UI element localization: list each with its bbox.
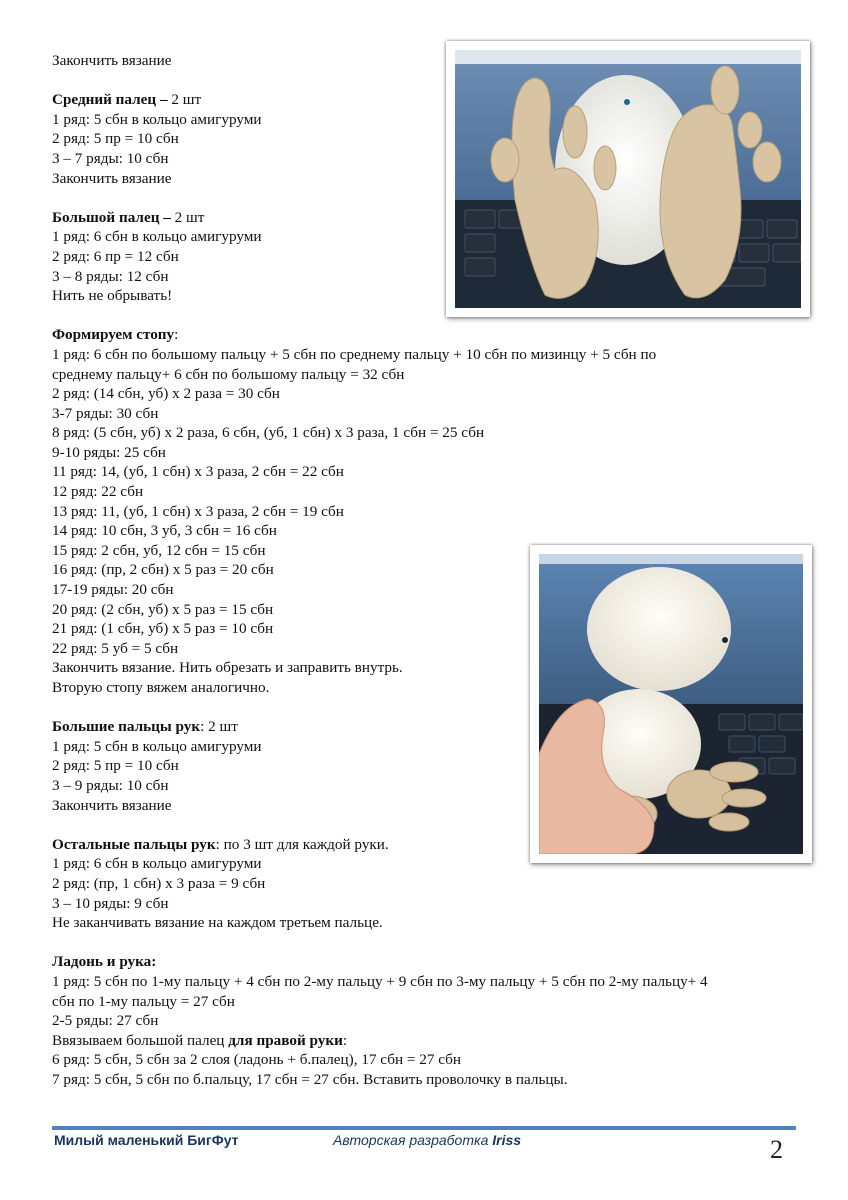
text-line: 2 ряд: 5 пр = 10 сбн bbox=[52, 757, 179, 775]
text-line: 17-19 ряды: 20 сбн bbox=[52, 581, 174, 599]
text-line: 6 ряд: 5 сбн, 5 сбн за 2 слоя (ладонь + б.палец), 17 сбн = 27 сбн bbox=[52, 1051, 462, 1069]
text-line: сбн по 1-му пальцу = 27 сбн bbox=[52, 992, 235, 1010]
photo-bigfoot-toy bbox=[530, 545, 812, 863]
text-line: 22 ряд: 5 уб = 5 сбн bbox=[52, 639, 179, 657]
text-line: 16 ряд: (пр, 2 сбн) х 5 раз = 20 сбн bbox=[52, 561, 274, 579]
section-heading-foot: Формируем стопу: bbox=[52, 326, 179, 344]
section-heading-big-toe: Большой палец – 2 шт bbox=[52, 208, 205, 226]
text-line: 7 ряд: 5 сбн, 5 сбн по б.пальцу, 17 сбн = 27 сбн. Вставить проволочку в пальцы. bbox=[52, 1070, 568, 1088]
text-line: 8 ряд: (5 сбн, уб) х 2 раза, 6 сбн, (уб, 1 сбн) х 3 раза, 1 сбн = 25 сбн bbox=[52, 424, 485, 442]
footer-rule bbox=[52, 1126, 796, 1130]
text-line: Закончить вязание bbox=[52, 169, 172, 187]
section-heading-fingers: Остальные пальцы рук: по 3 шт для каждой руки. bbox=[52, 835, 389, 853]
text-line: 20 ряд: (2 сбн, уб) х 5 раз = 15 сбн bbox=[52, 600, 274, 618]
text-line: 2 ряд: 6 пр = 12 сбн bbox=[52, 247, 179, 265]
text-line: 9-10 ряды: 25 сбн bbox=[52, 443, 166, 461]
text-line: 11 ряд: 14, (уб, 1 сбн) х 3 раза, 2 сбн = 22 сбн bbox=[52, 463, 344, 481]
text-line: Нить не обрывать! bbox=[52, 287, 173, 305]
section-heading-palm: Ладонь и рука: bbox=[52, 953, 157, 971]
text-line: 3 – 8 ряды: 12 сбн bbox=[52, 267, 169, 285]
text-line: Закончить вязание bbox=[52, 52, 172, 69]
text-line: среднему пальцу+ 6 сбн по большому пальцу = 32 сбн bbox=[52, 365, 405, 383]
footer-author: Авторская разработка Iriss bbox=[333, 1132, 522, 1148]
text-line: 1 ряд: 6 сбн в кольцо амигуруми bbox=[52, 228, 262, 246]
photo-feet-image bbox=[455, 50, 801, 308]
text-line: 3 – 9 ряды: 10 сбн bbox=[52, 776, 169, 794]
text-line: 1 ряд: 6 сбн в кольцо амигуруми bbox=[52, 855, 262, 873]
photo-bigfoot-toy-image bbox=[539, 554, 803, 854]
photo-feet bbox=[446, 41, 810, 317]
text-line: Ввязываем большой палец для правой руки: bbox=[52, 1031, 348, 1049]
text-line: 1 ряд: 5 сбн в кольцо амигуруми bbox=[52, 737, 262, 755]
text-line: Вторую стопу вяжем аналогично. bbox=[52, 679, 270, 696]
text-line: 14 ряд: 10 сбн, 3 уб, 3 сбн = 16 сбн bbox=[52, 522, 277, 540]
text-line: Закончить вязание bbox=[52, 796, 172, 814]
page-number: 2 bbox=[770, 1135, 783, 1164]
text-line: 2-5 ряды: 27 сбн bbox=[52, 1012, 159, 1030]
text-line: 15 ряд: 2 сбн, уб, 12 сбн = 15 сбн bbox=[52, 541, 266, 559]
text-line: 21 ряд: (1 сбн, уб) х 5 раз = 10 сбн bbox=[52, 620, 274, 638]
text-line: 1 ряд: 5 сбн в кольцо амигуруми bbox=[52, 110, 262, 128]
text-line: 13 ряд: 11, (уб, 1 сбн) х 3 раза, 2 сбн = 19 сбн bbox=[52, 502, 344, 520]
text-line: 2 ряд: (пр, 1 сбн) х 3 раза = 9 сбн bbox=[52, 874, 266, 892]
text-line: 12 ряд: 22 сбн bbox=[52, 483, 144, 501]
text-line: 2 ряд: (14 сбн, уб) х 2 раза = 30 сбн bbox=[52, 385, 280, 403]
text-line: 1 ряд: 6 сбн по большому пальцу + 5 сбн по среднему пальцу + 10 сбн по мизинцу + 5 сбн по bbox=[52, 345, 657, 363]
text-line: Не заканчивать вязание на каждом третьем пальце. bbox=[52, 914, 383, 932]
text-line: 2 ряд: 5 пр = 10 сбн bbox=[52, 130, 179, 148]
text-line: Закончить вязание. Нить обрезать и заправить внутрь. bbox=[52, 659, 403, 677]
footer-title: Милый маленький БигФут bbox=[54, 1132, 239, 1148]
text-line: 3-7 ряды: 30 сбн bbox=[52, 404, 159, 422]
text-line: 3 – 10 ряды: 9 сбн bbox=[52, 894, 169, 912]
text-line: 3 – 7 ряды: 10 сбн bbox=[52, 149, 169, 167]
section-heading-middle-toe: Средний палец – 2 шт bbox=[52, 91, 202, 109]
text-line: 1 ряд: 5 сбн по 1-му пальцу + 4 сбн по 2-му пальцу + 9 сбн по 3-му пальцу + 5 сбн по 2-му пальцу+ 4 bbox=[52, 972, 708, 990]
section-heading-thumbs: Большие пальцы рук: 2 шт bbox=[52, 718, 238, 736]
